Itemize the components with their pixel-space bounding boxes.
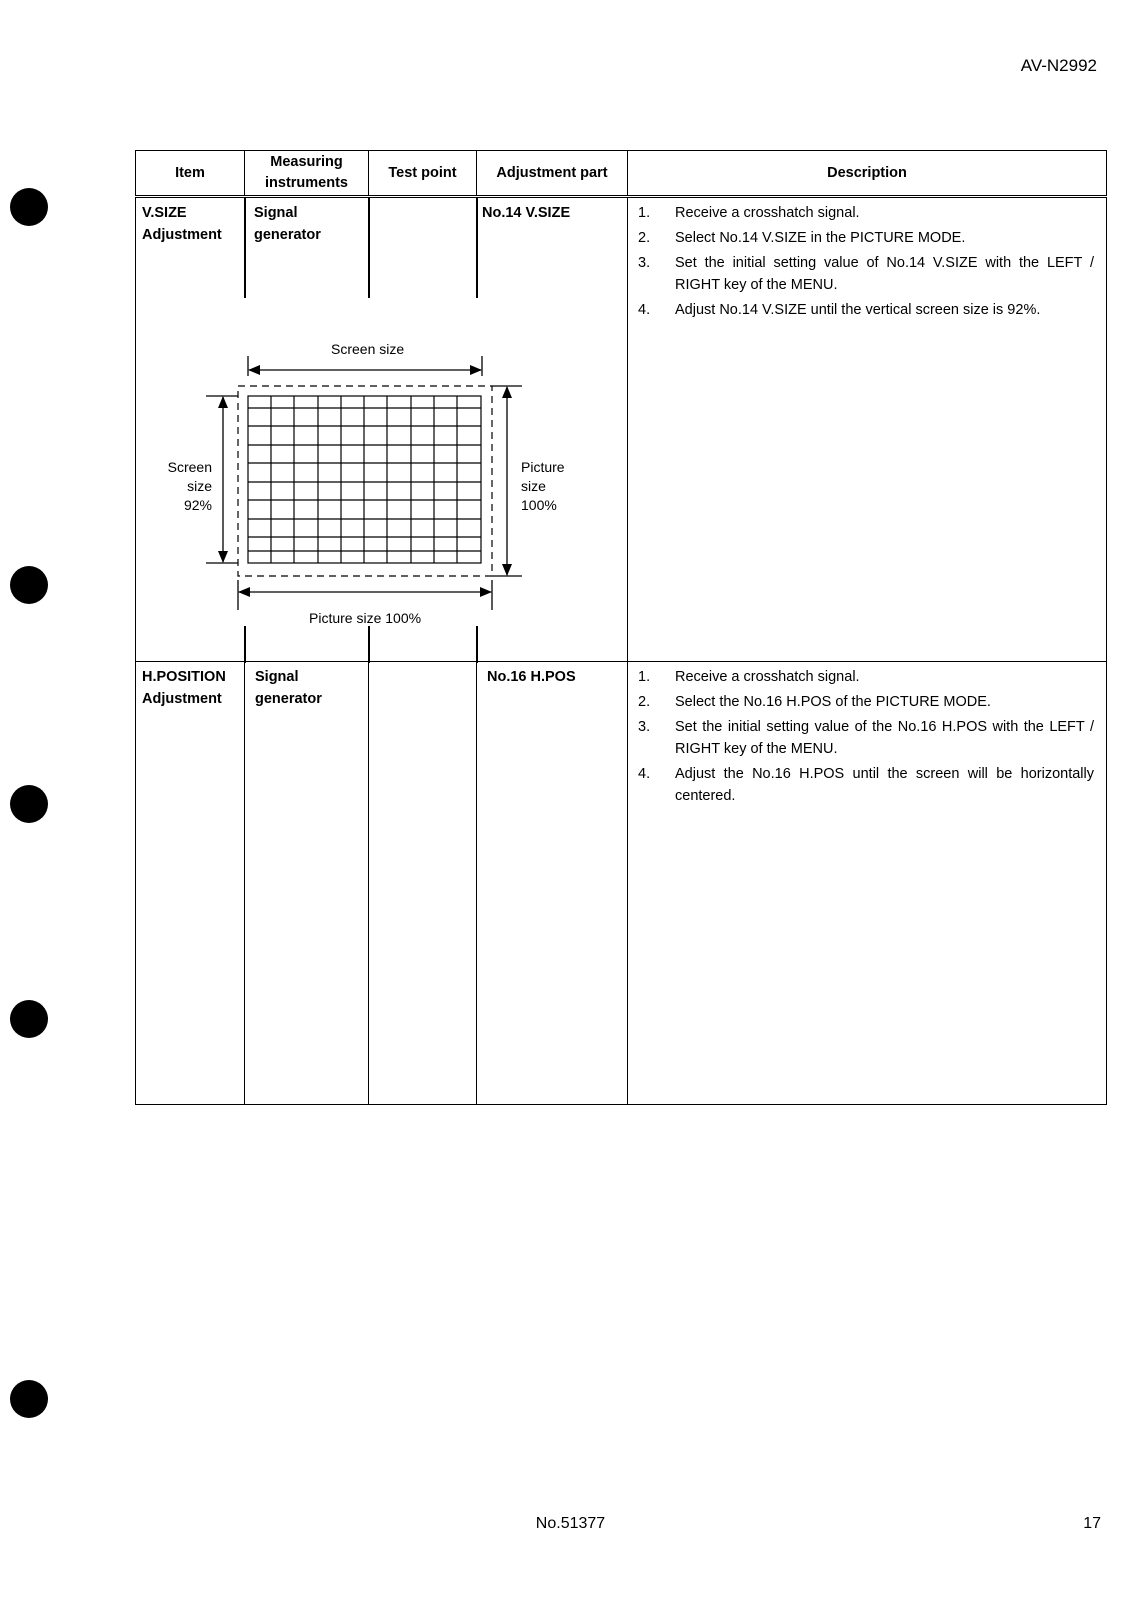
list-item: 3. Set the initial setting value of the No.16 H.POS with the LEFT / RIGHT key of the MENU. — [638, 719, 1094, 757]
instrument-name: Signal — [254, 205, 298, 221]
header-adjustment-part: Adjustment part — [477, 151, 628, 197]
adjustment-part: No.14 V.SIZE — [482, 205, 571, 221]
binder-hole — [10, 566, 48, 604]
picture-frame — [238, 386, 492, 576]
table-row — [136, 662, 1107, 1105]
list-item: 4. Adjust the No.16 H.POS until the screen will be horizontally centered. — [638, 766, 1094, 804]
list-item: 4. Adjust No.14 V.SIZE until the vertical screen size is 92%. — [638, 302, 1041, 318]
header-item: Item — [136, 151, 245, 197]
test-point-cell — [369, 662, 477, 1105]
description-cell — [628, 197, 1107, 662]
document-code: AV-N2992 — [1020, 56, 1097, 75]
header-measuring-label: Measuring instruments — [265, 154, 348, 191]
screen-size-label: Screen size — [331, 341, 405, 357]
steps-list — [638, 666, 1096, 807]
instrument-name-sub: generator — [255, 691, 322, 707]
item-name: V.SIZE — [142, 205, 187, 221]
item-name: H.POSITION — [142, 669, 226, 685]
picture-size-right-label — [521, 458, 565, 515]
header-test-point: Test point — [369, 151, 477, 197]
instrument-name-sub: generator — [254, 227, 321, 243]
binder-hole — [10, 1380, 48, 1418]
steps-list — [638, 202, 1096, 321]
screen-size-left-l2: size — [187, 478, 212, 494]
list-item: 2. Select No.14 V.SIZE in the PICTURE MODE. — [638, 230, 966, 246]
picture-size-bottom-label: Picture size 100% — [309, 610, 422, 626]
list-item: 1. Receive a crosshatch signal. — [638, 205, 860, 221]
crosshatch-grid — [248, 396, 481, 563]
list-item: 2. Select the No.16 H.POS of the PICTURE MODE. — [638, 694, 991, 710]
list-item: 3. Set the initial setting value of No.14 V.SIZE with the LEFT / RIGHT key of the MENU. — [638, 255, 1094, 293]
header-description: Description — [628, 151, 1107, 197]
table-row — [136, 197, 1107, 662]
instrument-name: Signal — [255, 669, 299, 685]
screen-size-left-l1: Screen — [167, 459, 212, 475]
description-cell — [628, 662, 1107, 1105]
header-measuring-instruments — [245, 151, 369, 197]
vsize-left-block — [136, 197, 628, 662]
table-header-row — [136, 151, 1107, 197]
list-item: 1. Receive a crosshatch signal. — [638, 669, 860, 685]
binder-hole — [10, 1000, 48, 1038]
document-number: No.51377 — [535, 1515, 606, 1532]
binder-hole — [10, 785, 48, 823]
item-cell — [142, 202, 222, 246]
adjustment-table — [135, 150, 1107, 1105]
picture-size-right-l1: Picture — [521, 459, 565, 475]
instrument-cell — [245, 662, 369, 1105]
item-name-sub: Adjustment — [142, 691, 222, 707]
item-cell — [136, 662, 245, 1105]
screen-size-left-l3: 92% — [183, 497, 212, 513]
instrument-cell — [254, 202, 321, 246]
item-name-sub: Adjustment — [142, 227, 222, 243]
adjustment-part: No.16 H.POS — [477, 662, 628, 1105]
screen-size-left-label — [154, 458, 212, 515]
page-number: 17 — [1083, 1515, 1101, 1532]
picture-size-right-l2: size — [521, 478, 546, 494]
picture-size-right-l3: 100% — [521, 497, 557, 513]
binder-hole — [10, 188, 48, 226]
